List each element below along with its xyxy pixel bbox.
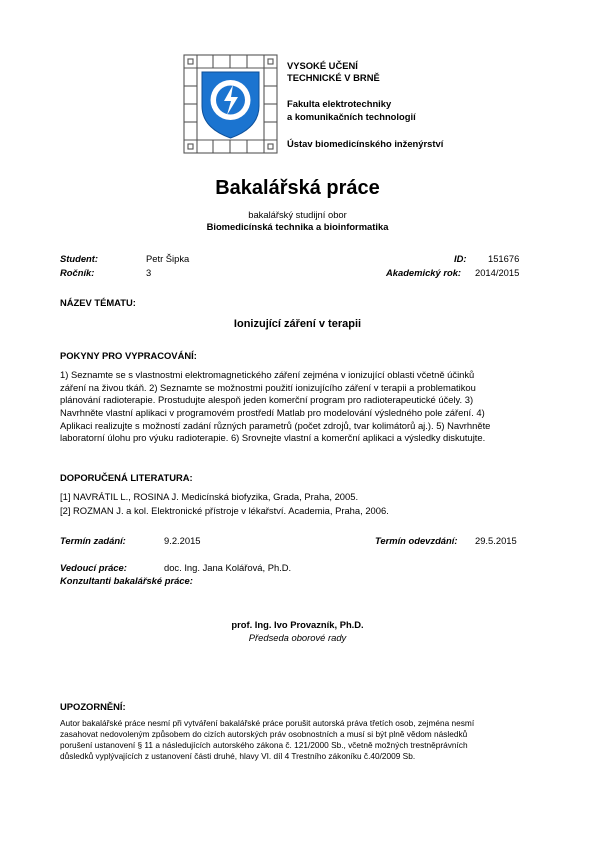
faculty-name-line1: Fakulta elektrotechniky xyxy=(287,98,392,109)
university-name-line2: TECHNICKÉ V BRNĚ xyxy=(287,72,380,83)
id-label: ID: xyxy=(454,253,467,264)
consultants-label: Konzultanti bakalářské práce: xyxy=(60,575,193,586)
page-title: Bakalářská práce xyxy=(215,177,380,199)
supervisor-name: doc. Ing. Jana Kolářová, Ph.D. xyxy=(164,562,292,573)
academic-year-value: 2014/2015 xyxy=(475,267,520,278)
student-name: Petr Šipka xyxy=(146,253,190,264)
notice-line: důsledků vyplývajících z ustanovení části druhé, hlavy VI. díl 4 Trestního zákoníku č.40/2009 Sb. xyxy=(60,751,416,761)
instructions-line: plánování radioterapie. Prostudujte alespoň jeden komerční program pro radioterapeutické účely. 3) xyxy=(60,394,474,405)
university-name-line1: VYSOKÉ UČENÍ xyxy=(287,60,358,71)
notice-line: Autor bakalářské práce nesmí při vytváření bakalářské práce porušit autorská práva třetích osob, zejména nesmí xyxy=(60,718,475,728)
submission-date-label: Termín odevzdání: xyxy=(375,535,458,546)
submission-date-value: 29.5.2015 xyxy=(475,535,517,546)
institute-name: Ústav biomedicínského inženýrství xyxy=(287,138,444,149)
supervisor-label: Vedoucí práce: xyxy=(60,562,127,573)
year-value: 3 xyxy=(146,267,152,278)
instructions-line: Navrhněte vlastní aplikaci v programovém prostředí Matlab pro modelování výsledného pole záření. 4) xyxy=(60,407,485,418)
instructions-heading: POKYNY PRO VYPRACOVÁNÍ: xyxy=(60,350,197,361)
year-label: Ročník: xyxy=(60,267,95,278)
topic-heading: NÁZEV TÉMATU: xyxy=(60,297,136,308)
signatory-name: prof. Ing. Ivo Provazník, Ph.D. xyxy=(231,619,364,630)
instructions-line: 1) Seznamte se s vlastnostmi elektromagnetického záření zejména v ionizující oblasti včetně účinků xyxy=(60,369,475,380)
assignment-date-label: Termín zadání: xyxy=(60,535,126,546)
literature-heading: DOPORUČENÁ LITERATURA: xyxy=(60,472,193,483)
literature-item: [1] NAVRÁTIL L., ROSINA J. Medicínská biofyzika, Grada, Praha, 2005. xyxy=(60,491,359,502)
literature-item: [2] ROZMAN J. a kol. Elektronické přístroje v lékařství. Academia, Praha, 2006. xyxy=(60,505,389,516)
faculty-name-line2: a komunikačních technologií xyxy=(287,111,416,122)
notice-heading: UPOZORNĚNÍ: xyxy=(60,701,126,712)
university-logo-icon xyxy=(183,54,278,154)
study-field: Biomedicínská technika a bioinformatika xyxy=(206,221,389,232)
academic-year-label: Akademický rok: xyxy=(386,267,462,278)
topic-name: Ionizující záření v terapii xyxy=(233,318,362,330)
instructions-line: Aplikaci realizujte s možností zadání různých parametrů (počet zdrojů, tvar kolimátorů aj.). 5) Navrhněte xyxy=(60,420,491,431)
assignment-date-value: 9.2.2015 xyxy=(164,535,201,546)
instructions-line: záření na živou tkáň. 2) Seznamte se možnostmi použití ionizujícího záření v terapii a problematikou xyxy=(60,382,476,393)
study-program: bakalářský studijní obor xyxy=(248,209,347,220)
instructions-line: laboratorní úlohu pro výuku radioterapie. 6) Srovnejte vlastní a komerční aplikaci a výsledky diskutujte. xyxy=(60,432,486,443)
notice-line: zasahovat nedovoleným způsobem do cizích autorských práv osobnostních a musí si být plně vědom následků xyxy=(60,729,468,739)
student-label: Student: xyxy=(60,253,99,264)
id-value: 151676 xyxy=(488,253,520,264)
notice-line: porušení ustanovení § 11 a následujících autorského zákona č. 121/2000 Sb., včetně možných trestněprávních xyxy=(60,740,468,750)
signatory-role: Předseda oborové rady xyxy=(248,632,347,643)
